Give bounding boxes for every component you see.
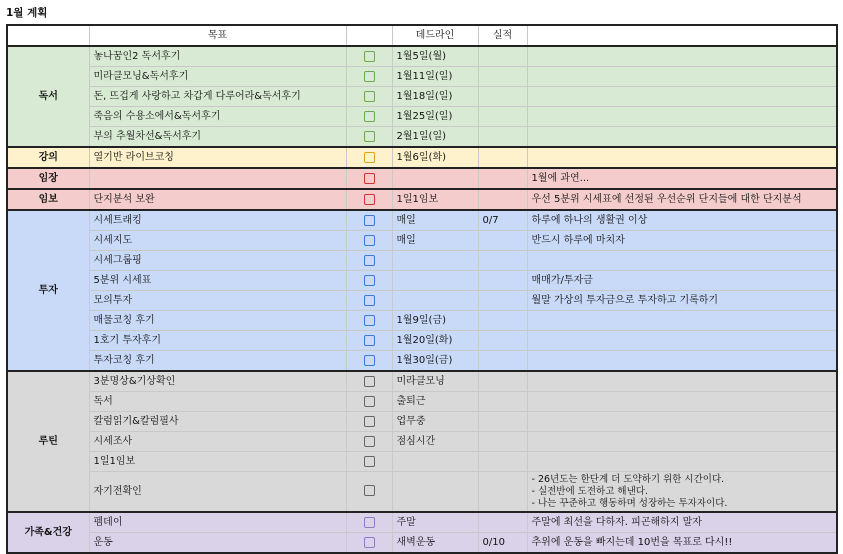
checkbox-icon[interactable] — [364, 255, 375, 266]
note-cell[interactable] — [527, 46, 837, 67]
note-cell[interactable] — [527, 127, 837, 148]
deadline-cell[interactable]: 1월25일(일) — [392, 107, 478, 127]
checkbox-icon[interactable] — [364, 335, 375, 346]
deadline-cell[interactable]: 1월11일(일) — [392, 67, 478, 87]
checkbox-icon[interactable] — [364, 436, 375, 447]
checkbox-cell[interactable] — [346, 46, 392, 67]
task-row — [7, 189, 837, 210]
checkbox-cell[interactable] — [346, 452, 392, 472]
checkbox-icon[interactable] — [364, 131, 375, 142]
note-line: - 나는 꾸준하고 행동하며 성장하는 투자자이다. — [531, 497, 728, 509]
result-cell[interactable] — [478, 189, 527, 210]
task-row — [7, 412, 837, 432]
checkbox-icon[interactable] — [364, 355, 375, 366]
category-label[interactable]: 강의 — [7, 147, 89, 168]
task-row — [7, 46, 837, 67]
task-row — [7, 371, 837, 392]
result-cell[interactable] — [478, 371, 527, 392]
task-row — [7, 87, 837, 107]
deadline-cell[interactable]: 2월1일(일) — [392, 127, 478, 148]
checkbox-cell[interactable] — [346, 168, 392, 189]
checkbox-cell[interactable] — [346, 533, 392, 554]
note-line: - 실전반에 도전하고 해낸다. — [531, 485, 648, 497]
plan-body — [7, 46, 837, 553]
result-cell[interactable] — [478, 127, 527, 148]
task-row — [7, 392, 837, 412]
goal-cell[interactable]: 미라클모닝&독서후기 — [89, 67, 346, 87]
deadline-cell[interactable]: 1월20일(화) — [392, 331, 478, 351]
note-cell[interactable]: 월말 가상의 투자금으로 투자하고 기록하기 — [527, 291, 837, 311]
checkbox-icon[interactable] — [364, 295, 375, 306]
deadline-cell[interactable]: 출퇴근 — [392, 392, 478, 412]
checkbox-icon[interactable] — [364, 235, 375, 246]
checkbox-icon[interactable] — [364, 111, 375, 122]
note-cell[interactable]: 매매가/투자금 — [527, 271, 837, 291]
checkbox-icon[interactable] — [364, 396, 375, 407]
header-note — [527, 25, 837, 46]
checkbox-cell[interactable] — [346, 371, 392, 392]
checkbox-cell[interactable] — [346, 189, 392, 210]
task-row — [7, 67, 837, 87]
goal-cell[interactable]: 모의투자 — [89, 291, 346, 311]
task-row — [7, 127, 837, 148]
header-result[interactable]: 실적 — [478, 25, 527, 46]
deadline-cell[interactable]: 1월5일(월) — [392, 46, 478, 67]
header-goal[interactable]: 목표 — [89, 25, 346, 46]
note-cell[interactable] — [527, 432, 837, 452]
category-label[interactable]: 임장 — [7, 168, 89, 189]
deadline-cell[interactable] — [392, 251, 478, 271]
result-cell[interactable] — [478, 311, 527, 331]
checkbox-cell[interactable] — [346, 412, 392, 432]
result-cell[interactable] — [478, 412, 527, 432]
goal-cell[interactable]: 시세트래킹 — [89, 210, 346, 231]
category-label[interactable]: 독서 — [7, 46, 89, 147]
goal-cell[interactable]: 투자코칭 후기 — [89, 351, 346, 372]
deadline-cell[interactable]: 업무중 — [392, 412, 478, 432]
task-row — [7, 147, 837, 168]
category-label[interactable]: 투자 — [7, 210, 89, 371]
note-cell[interactable] — [527, 311, 837, 331]
note-cell[interactable] — [527, 331, 837, 351]
goal-cell[interactable]: 부의 추월차선&독서후기 — [89, 127, 346, 148]
header-category — [7, 25, 89, 46]
task-row — [7, 472, 837, 513]
checkbox-cell[interactable] — [346, 107, 392, 127]
goal-cell[interactable]: 열기반 라이브코칭 — [89, 147, 346, 168]
checkbox-cell[interactable] — [346, 291, 392, 311]
deadline-cell[interactable] — [392, 472, 478, 513]
result-cell[interactable] — [478, 432, 527, 452]
result-cell[interactable]: 0/7 — [478, 210, 527, 231]
checkbox-icon[interactable] — [364, 215, 375, 226]
checkbox-icon[interactable] — [364, 517, 375, 528]
task-row — [7, 251, 837, 271]
goal-cell[interactable]: 매물코칭 후기 — [89, 311, 346, 331]
deadline-cell[interactable]: 미라클모닝 — [392, 371, 478, 392]
note-cell[interactable] — [527, 412, 837, 432]
checkbox-cell[interactable] — [346, 87, 392, 107]
deadline-cell[interactable]: 1월6일(화) — [392, 147, 478, 168]
checkbox-icon[interactable] — [364, 194, 375, 205]
deadline-cell[interactable] — [392, 271, 478, 291]
task-row — [7, 107, 837, 127]
goal-cell[interactable]: 시세지도 — [89, 231, 346, 251]
result-cell[interactable] — [478, 67, 527, 87]
note-cell[interactable] — [527, 472, 837, 513]
deadline-cell[interactable]: 매일 — [392, 231, 478, 251]
result-cell[interactable] — [478, 107, 527, 127]
goal-cell[interactable]: 놓나꿈인2 독서후기 — [89, 46, 346, 67]
goal-cell[interactable]: 시세그룹핑 — [89, 251, 346, 271]
deadline-cell[interactable]: 1일1임보 — [392, 189, 478, 210]
checkbox-icon[interactable] — [364, 315, 375, 326]
deadline-cell[interactable]: 주말 — [392, 512, 478, 533]
goal-cell[interactable]: 펨데이 — [89, 512, 346, 533]
checkbox-cell[interactable] — [346, 432, 392, 452]
category-label[interactable]: 루틴 — [7, 371, 89, 512]
checkbox-cell[interactable] — [346, 311, 392, 331]
category-label[interactable]: 임보 — [7, 189, 89, 210]
checkbox-icon[interactable] — [364, 537, 375, 548]
note-cell[interactable]: 우선 5분위 시세표에 선정된 우선순위 단지들에 대한 단지분석 — [527, 189, 837, 210]
note-cell[interactable]: 반드시 하루에 마치자 — [527, 231, 837, 251]
goal-cell[interactable]: 5분위 시세표 — [89, 271, 346, 291]
category-label[interactable]: 가족&건강 — [7, 512, 89, 553]
checkbox-icon[interactable] — [364, 91, 375, 102]
result-cell[interactable] — [478, 251, 527, 271]
task-row — [7, 311, 837, 331]
task-row — [7, 291, 837, 311]
plan-table — [6, 24, 838, 554]
result-cell[interactable] — [478, 147, 527, 168]
goal-cell[interactable]: 1호기 투자후기 — [89, 331, 346, 351]
task-row — [7, 271, 837, 291]
sheet-title: 1월 계획 — [6, 7, 48, 19]
checkbox-cell[interactable] — [346, 210, 392, 231]
note-cell[interactable] — [527, 392, 837, 412]
result-cell[interactable]: 0/10 — [478, 533, 527, 554]
note-line: - 26년도는 한단계 더 도약하기 위한 시간이다. — [531, 473, 725, 485]
note-cell[interactable] — [527, 351, 837, 372]
note-cell[interactable] — [527, 67, 837, 87]
checkbox-cell[interactable] — [346, 251, 392, 271]
result-cell[interactable] — [478, 472, 527, 513]
result-cell[interactable] — [478, 46, 527, 67]
result-cell[interactable] — [478, 331, 527, 351]
header-row — [7, 25, 837, 46]
goal-cell[interactable]: 운동 — [89, 533, 346, 554]
deadline-cell[interactable] — [392, 452, 478, 472]
checkbox-cell[interactable] — [346, 67, 392, 87]
deadline-cell[interactable]: 매일 — [392, 210, 478, 231]
task-row — [7, 351, 837, 372]
checkbox-cell[interactable] — [346, 392, 392, 412]
goal-cell[interactable]: 1일1임보 — [89, 452, 346, 472]
result-cell[interactable] — [478, 452, 527, 472]
deadline-cell[interactable]: 1월30일(금) — [392, 351, 478, 372]
goal-cell[interactable]: 단지분석 보완 — [89, 189, 346, 210]
result-cell[interactable] — [478, 168, 527, 189]
checkbox-cell[interactable] — [346, 331, 392, 351]
task-row — [7, 231, 837, 251]
goal-cell[interactable]: 자기전확인 — [89, 472, 346, 513]
goal-cell[interactable]: 독서 — [89, 392, 346, 412]
deadline-cell[interactable]: 점심시간 — [392, 432, 478, 452]
checkbox-icon[interactable] — [364, 173, 375, 184]
checkbox-icon[interactable] — [364, 456, 375, 467]
goal-cell[interactable]: 돈, 뜨겁게 사랑하고 차갑게 다루어라&독서후기 — [89, 87, 346, 107]
checkbox-icon[interactable] — [364, 485, 375, 496]
checkbox-cell[interactable] — [346, 271, 392, 291]
note-cell[interactable] — [527, 87, 837, 107]
task-row — [7, 452, 837, 472]
checkbox-cell[interactable] — [346, 231, 392, 251]
checkbox-icon[interactable] — [364, 416, 375, 427]
task-row — [7, 168, 837, 189]
goal-cell[interactable]: 시세조사 — [89, 432, 346, 452]
task-row — [7, 432, 837, 452]
result-cell[interactable] — [478, 87, 527, 107]
checkbox-cell[interactable] — [346, 147, 392, 168]
note-cell[interactable] — [527, 147, 837, 168]
note-cell[interactable] — [527, 452, 837, 472]
task-row — [7, 210, 837, 231]
goal-cell[interactable]: 죽음의 수용소에서&독서후기 — [89, 107, 346, 127]
task-row — [7, 512, 837, 533]
goal-cell[interactable]: 3분명상&기상확인 — [89, 371, 346, 392]
deadline-cell[interactable]: 새벽운동 — [392, 533, 478, 554]
note-cell[interactable]: 추위에 운동을 빠지는데 10번을 목표로 다시!! — [527, 533, 837, 554]
header-check — [346, 25, 392, 46]
result-cell[interactable] — [478, 271, 527, 291]
goal-cell[interactable]: 칼럼읽기&칼럼필사 — [89, 412, 346, 432]
checkbox-icon[interactable] — [364, 376, 375, 387]
deadline-cell[interactable]: 1월9일(금) — [392, 311, 478, 331]
checkbox-cell[interactable] — [346, 127, 392, 148]
note-cell[interactable]: 하루에 하나의 생활권 이상 — [527, 210, 837, 231]
result-cell[interactable] — [478, 351, 527, 372]
deadline-cell[interactable]: 1월18일(일) — [392, 87, 478, 107]
checkbox-cell[interactable] — [346, 351, 392, 372]
goal-cell[interactable] — [89, 168, 346, 189]
note-cell[interactable] — [527, 107, 837, 127]
result-cell[interactable] — [478, 392, 527, 412]
task-row — [7, 331, 837, 351]
checkbox-icon[interactable] — [364, 51, 375, 62]
checkbox-icon[interactable] — [364, 152, 375, 163]
checkbox-icon[interactable] — [364, 71, 375, 82]
note-cell[interactable] — [527, 371, 837, 392]
note-cell[interactable] — [527, 251, 837, 271]
result-cell[interactable] — [478, 291, 527, 311]
task-row — [7, 533, 837, 554]
result-cell[interactable] — [478, 231, 527, 251]
result-cell[interactable] — [478, 512, 527, 533]
header-deadline[interactable]: 데드라인 — [392, 25, 478, 46]
note-cell[interactable]: 주말에 최선을 다하자. 피곤해하지 말자 — [527, 512, 837, 533]
checkbox-cell[interactable] — [346, 472, 392, 513]
note-cell[interactable]: 1월에 과연... — [527, 168, 837, 189]
checkbox-cell[interactable] — [346, 512, 392, 533]
deadline-cell[interactable] — [392, 168, 478, 189]
checkbox-icon[interactable] — [364, 275, 375, 286]
deadline-cell[interactable] — [392, 291, 478, 311]
